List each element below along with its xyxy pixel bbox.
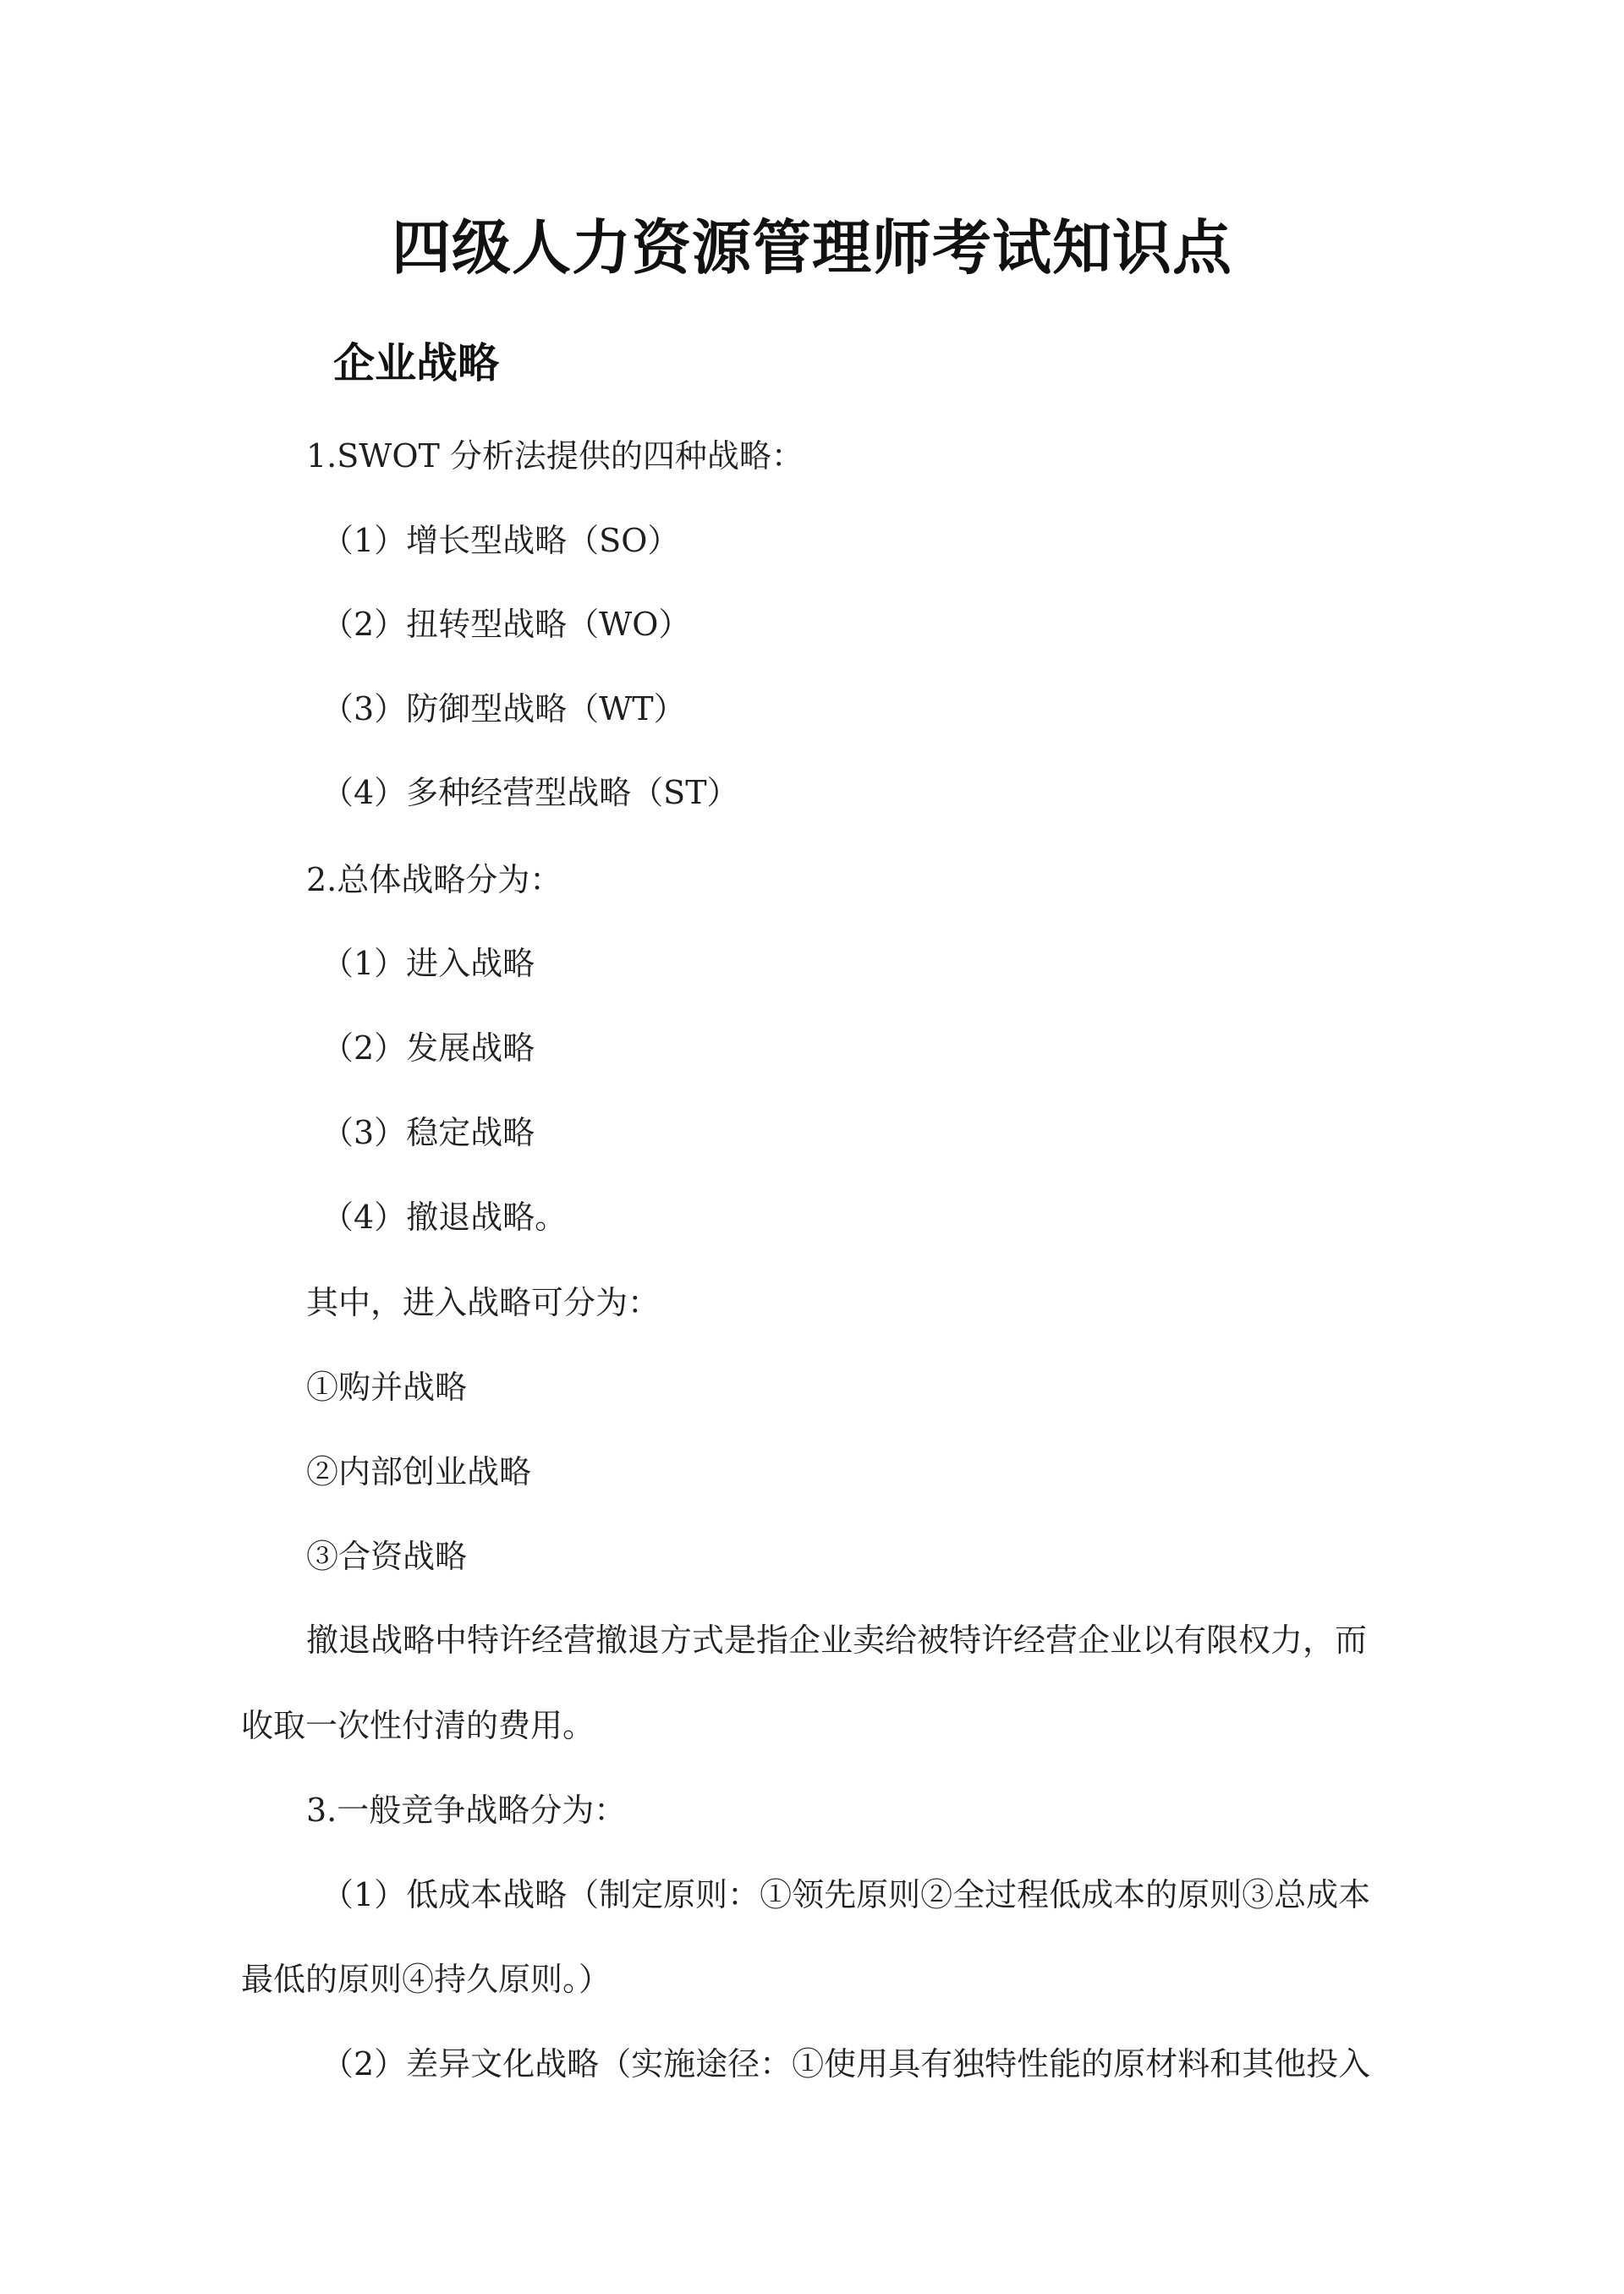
- list-item: （4）撤退战略。: [321, 1199, 568, 1236]
- overall-strategy-heading: 2.总体战略分为：: [306, 861, 562, 898]
- document-title: 四级人力资源管理师考试知识点: [392, 212, 1232, 283]
- list-item: ②内部创业战略: [306, 1453, 532, 1490]
- section-heading: 企业战略: [333, 338, 500, 387]
- paragraph-line: 收取一次性付清的费用。: [241, 1707, 595, 1744]
- list-item: （2）扭转型战略（WO）: [321, 606, 691, 643]
- paragraph-line: 最低的原则④持久原则。）: [241, 1961, 612, 1998]
- swot-heading: 1.SWOT 分析法提供的四种战略：: [306, 437, 804, 475]
- list-item: （4）多种经营型战略（ST）: [321, 774, 739, 811]
- competitive-strategy-heading: 3.一般竞争战略分为：: [306, 1792, 627, 1829]
- list-item: （3）防御型战略（WT）: [321, 690, 686, 727]
- paragraph-line: 撤退战略中特许经营撤退方式是指企业卖给被特许经营企业以有限权力，而: [306, 1622, 1368, 1659]
- entry-strategy-intro: 其中，进入战略可分为：: [306, 1284, 661, 1321]
- paragraph-line: （2）差异文化战略（实施途径：①使用具有独特性能的原材料和其他投入: [321, 2045, 1371, 2083]
- list-item: （1）增长型战略（SO）: [321, 522, 680, 559]
- paragraph-line: （1）低成本战略（制定原则：①领先原则②全过程低成本的原则③总成本: [321, 1876, 1371, 1913]
- list-item: ③合资战略: [306, 1538, 468, 1575]
- list-item: （1）进入战略: [321, 945, 535, 982]
- list-item: ①购并战略: [306, 1369, 468, 1406]
- list-item: （2）发展战略: [321, 1029, 535, 1067]
- list-item: （3）稳定战略: [321, 1114, 535, 1151]
